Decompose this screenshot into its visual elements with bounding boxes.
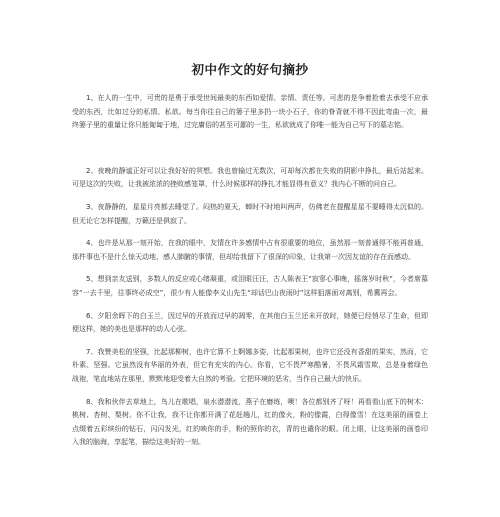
document-title: 初中作文的好句摘抄: [191, 62, 309, 77]
paragraph-4: 4、也许是从那一刻开始，在我的眼中，友情在许多感情中占有很重要的地位，虽然那一刻普通得不能再普通，那件事也不是什么惊天动地、感人肺腑的事情，但却给我留下了很深的印象，让我第一次因友谊的存在而感动。: [72, 239, 428, 261]
paragraph-6: 6、夕阳余晖下的白玉兰，因过早的开放而过早的凋零，在其他白玉兰还未开放时，她便已经悄尽了生命，但即便这样，她的美也是那样的动人心弦。: [72, 311, 428, 334]
paragraph-8: 8、我和伙伴去草地上，鸟儿在歌唱，泉水潜潜流，燕子在磨练，噢！各位都别齐了呀！再看看山底下的树木：桃树、杏树、梨树。你不让我，我不让你都开满了花赶趟儿，红的像火，粉的像霞，白得像雪！在这美丽的画卷上点缀着五彩缤纷的钻石，闪闪发光，红的映你的手，粉的照你的衣，青的也谴你的眼。闭上眼，让这美丽的画卷印入我的脑海，享起笔，描绘这美好的一刻。: [72, 397, 428, 447]
paragraph-1: 1、在人的一生中，可贵的是勇于承受世间最美的东西如爱情、亲情、责任等。可悲的是争着抢着去承受不应承受的东西，比如过分的私情、私欲。每当你往自己的篓子里多扔一块小石子，你的脊背就不得不因此弯曲一次，最终篓子里的重量让你只能匍匐于地，过完庸俗的甚至可鄙的一生，私欲就成了你唯一能为自己写下的墓志铭。: [72, 94, 428, 130]
paragraph-7: 7、我赞美松的坚强，比起那柳树，也许它算不上婀娜多姿，比起那果树，也许它还没有香甜的果实，然而，它朴素、坚强。它虽然没有华丽的外表，但它有充实的内心。你看，它不畏严寒酷暑，不畏风霜雪欺，总是身着绿色战袍，笔直地站在那里，默默地迎受着大自然的考验。它把环境的恶劣，当作自己最大的快乐。: [72, 347, 428, 383]
paragraph-2: 2、夜晚的静谧正好可以让我好好的冥想。我也曾输过无数次，可却每次都在失败的阴影中挣扎，最后站起来。可是这次的失败，让我被浓浓的挫败感笼罩，什么时候那样的挣扎才能显得有意义？我内心不断的问自己。: [72, 166, 428, 189]
paragraph-5: 5、想到亲友送别，多数人的反应或心绪凝重，或泪眼汪汪，古人陈表王“寂寥心事晚，摇落岁时秋”，今者席慕容“一去千里，往事终必成空”，很少有人能像李义山先生“却话巴山夜雨时”这样狙落面对离别，希冀再会。: [72, 275, 428, 297]
paragraph-3: 3、夜静静的，星星月亮都去睡觉了。闷热的夏天，蝉时不时地叫两声，仿佛老在提醒星星不要睡得太沉似的。但无论它怎样提醒，万籁还是俱寂了。: [72, 202, 428, 225]
